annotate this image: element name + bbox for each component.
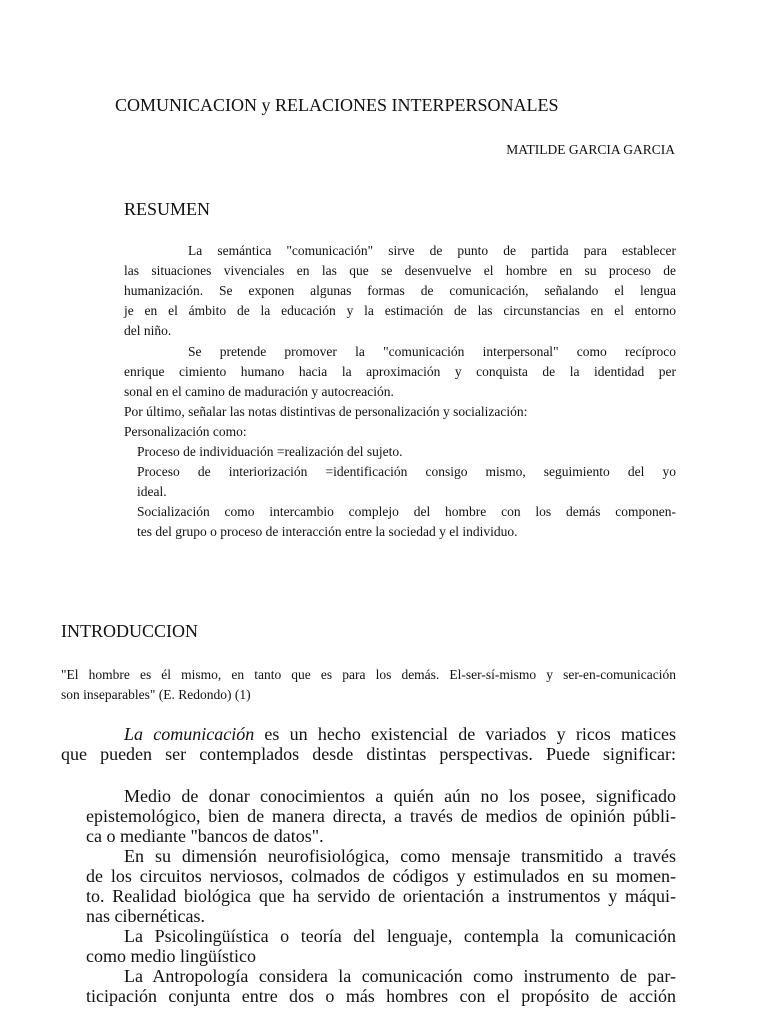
body-line: nas cibernéticas. — [86, 906, 205, 926]
body-line: epistemológico, bien de manera directa, a través de medios de opinión públi- — [86, 806, 676, 826]
body-line: que pueden ser contemplados desde distintas perspectivas. Puede significar: — [61, 744, 676, 764]
body-line: de los circuitos nerviosos, colmados de códigos y estimulados en su momen- — [86, 866, 676, 886]
introduccion-heading: INTRODUCCION — [61, 621, 198, 641]
resumen-heading: RESUMEN — [124, 199, 211, 219]
resumen-line: sonal en el camino de maduración y autocreación. — [124, 384, 394, 399]
quote-line: "El hombre es él mismo, en tanto que es para los demás. El-ser-sí-mismo y ser-en-comunicación — [61, 667, 676, 682]
italic-term: La comunicación — [124, 724, 255, 744]
resumen-line: humanización. Se exponen algunas formas de comunicación, señalando el lengua — [124, 283, 676, 298]
resumen-line: Por último, señalar las notas distintivas de personalización y socialización: — [124, 404, 528, 419]
author-name: MATILDE GARCIA GARCIA — [506, 142, 675, 157]
body-line: En su dimensión neurofisiológica, como mensaje transmitido a través — [124, 846, 676, 866]
body-line: La Antropología considera la comunicación como instrumento de par- — [124, 966, 676, 986]
resumen-line: Socialización como intercambio complejo del hombre con los demás componen- — [137, 504, 676, 519]
resumen-line: La semántica "comunicación" sirve de punto de partida para establecer — [188, 243, 676, 258]
resumen-line: Personalización como: — [124, 424, 247, 439]
body-line: Medio de donar conocimientos a quién aún no los posee, significado — [124, 786, 676, 806]
body-line — [86, 724, 676, 744]
resumen-line: tes del grupo o proceso de interacción entre la sociedad y el individuo. — [137, 524, 518, 539]
resumen-line: las situaciones vivenciales en las que se desenvuelve el hombre en su proceso de — [124, 263, 676, 278]
body-line: to. Realidad biológica que ha servido de orientación a instrumentos y máqui- — [86, 886, 676, 906]
resumen-line: enrique cimiento humano hacia la aproximación y conquista de la identidad per — [124, 364, 676, 379]
page-title: COMUNICACION y RELACIONES INTERPERSONALES — [115, 95, 559, 115]
resumen-line: ideal. — [137, 484, 167, 499]
body-text: es un hecho existencial de variados y ricos matices — [254, 724, 677, 744]
body-line: ca o mediante "bancos de datos". — [86, 826, 324, 846]
quote-line: son inseparables" (E. Redondo) (1) — [61, 687, 251, 702]
resumen-line: Proceso de individuación =realización del sujeto. — [137, 444, 403, 459]
resumen-line: je en el ámbito de la educación y la estimación de las circunstancias en el entorno — [124, 303, 676, 318]
body-line: ticipación conjunta entre dos o más hombres con el propósito de acción — [86, 986, 676, 1006]
body-line: La Psicolingüística o teoría del lenguaje, contempla la comunicación — [124, 926, 676, 946]
resumen-line: Se pretende promover la "comunicación interpersonal" como recíproco — [188, 344, 676, 359]
body-line: como medio lingüístico — [86, 946, 256, 966]
resumen-line: del niño. — [124, 323, 172, 338]
resumen-line: Proceso de interiorización =identificación consigo mismo, seguimiento del yo — [137, 464, 676, 479]
